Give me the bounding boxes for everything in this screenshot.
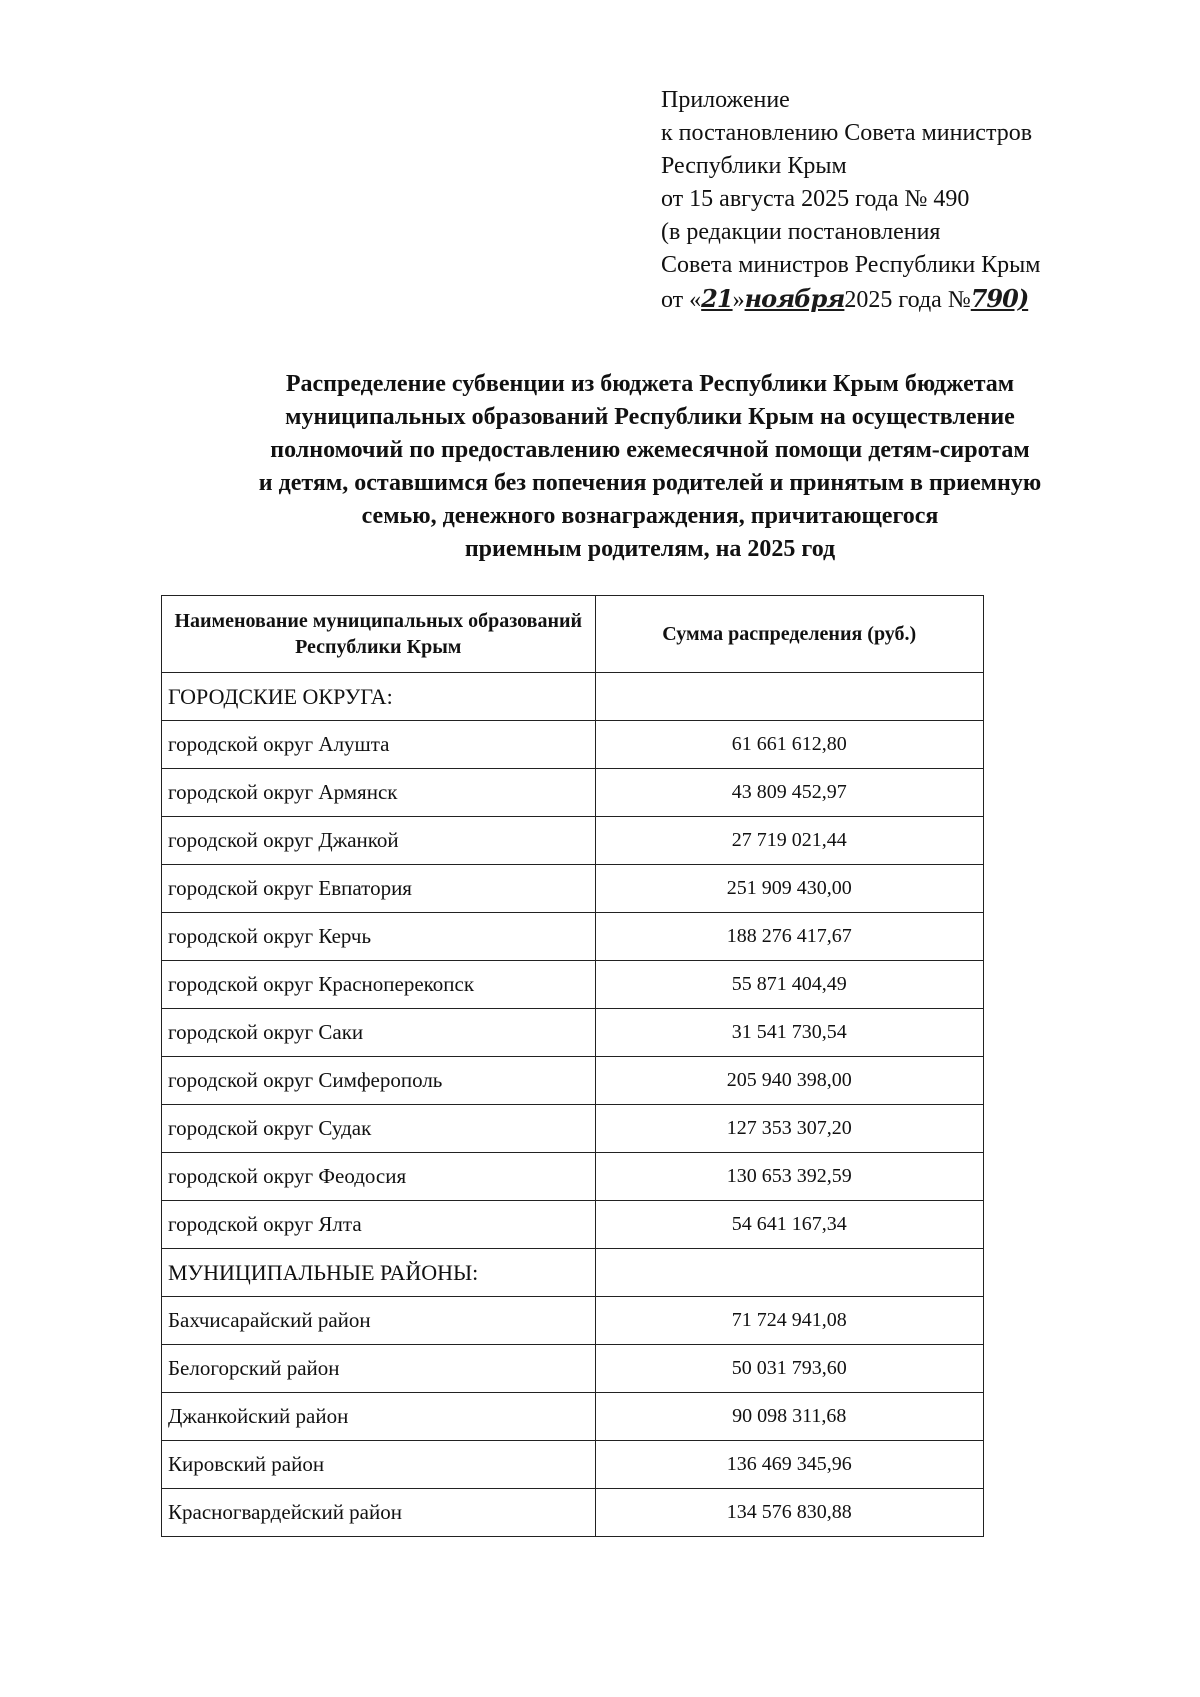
table-row — [162, 1105, 984, 1153]
header-municipality: Наименование муниципальных образований Республики Крым — [162, 596, 596, 673]
table-row — [162, 1489, 984, 1537]
row-amount: 130 653 392,59 — [595, 1153, 983, 1201]
row-name: городской округ Симферополь — [162, 1057, 596, 1105]
row-name: городской округ Евпатория — [162, 865, 596, 913]
row-name: Джанкойский район — [162, 1393, 596, 1441]
approval-line: Совета министров Республики Крым — [661, 252, 1041, 278]
amend-year: 2025 года № — [844, 287, 971, 313]
row-name: городской округ Феодосия — [162, 1153, 596, 1201]
row-name: городской округ Джанкой — [162, 817, 596, 865]
table-row — [162, 1153, 984, 1201]
table-header-row — [162, 596, 984, 673]
section-row-urban — [162, 673, 984, 721]
handwritten-day: 21 — [701, 284, 733, 313]
row-amount: 55 871 404,49 — [595, 961, 983, 1009]
table-row — [162, 1345, 984, 1393]
distribution-table — [161, 595, 984, 1537]
table-row — [162, 961, 984, 1009]
row-amount: 251 909 430,00 — [595, 865, 983, 913]
table-row — [162, 1057, 984, 1105]
row-name: Бахчисарайский район — [162, 1297, 596, 1345]
approval-block — [661, 84, 1141, 317]
row-name: городской округ Армянск — [162, 769, 596, 817]
title-line: Распределение субвенции из бюджета Республики Крым бюджетам — [285, 371, 1015, 397]
table-row — [162, 721, 984, 769]
table-row — [162, 1441, 984, 1489]
title-line: и детям, оставшимся без попечения родителей и принятым в приемную — [258, 470, 1042, 496]
approval-line: (в редакции постановления — [661, 219, 941, 245]
handwritten-number: 790) — [970, 284, 1029, 313]
table-body — [162, 673, 984, 1537]
approval-line: к постановлению Совета министров — [661, 120, 1033, 146]
row-amount: 54 641 167,34 — [595, 1201, 983, 1249]
row-amount: 50 031 793,60 — [595, 1345, 983, 1393]
title-line: муниципальных образований Республики Крым на осуществление — [285, 404, 1015, 430]
row-amount: 71 724 941,08 — [595, 1297, 983, 1345]
title-line: приемным родителям, на 2025 год — [464, 536, 836, 562]
amend-prefix: от « — [661, 287, 702, 313]
row-name: городской округ Алушта — [162, 721, 596, 769]
row-amount: 31 541 730,54 — [595, 1009, 983, 1057]
approval-line: от 15 августа 2025 года № 490 — [661, 186, 970, 212]
row-amount: 205 940 398,00 — [595, 1057, 983, 1105]
row-amount: 90 098 311,68 — [595, 1393, 983, 1441]
handwritten-month: ноября — [744, 284, 845, 313]
table-row — [162, 913, 984, 961]
row-amount: 43 809 452,97 — [595, 769, 983, 817]
document-title — [160, 368, 1140, 566]
row-name: Кировский район — [162, 1441, 596, 1489]
amend-mid: » — [732, 287, 745, 313]
title-line: семью, денежного вознаграждения, причитающегося — [361, 503, 939, 529]
section-row-districts — [162, 1249, 984, 1297]
empty-cell — [595, 673, 983, 721]
row-name: городской округ Красноперекопск — [162, 961, 596, 1009]
header-amount: Сумма распределения (руб.) — [595, 596, 983, 673]
row-amount: 134 576 830,88 — [595, 1489, 983, 1537]
row-name: городской округ Ялта — [162, 1201, 596, 1249]
approval-line: Республики Крым — [661, 153, 847, 179]
table-row — [162, 1009, 984, 1057]
section-label: МУНИЦИПАЛЬНЫЕ РАЙОНЫ: — [162, 1249, 596, 1297]
amendment-date-line — [661, 282, 1141, 317]
row-name: Красногвардейский район — [162, 1489, 596, 1537]
empty-cell — [595, 1249, 983, 1297]
row-amount: 61 661 612,80 — [595, 721, 983, 769]
section-label: ГОРОДСКИЕ ОКРУГА: — [162, 673, 596, 721]
table-row — [162, 1393, 984, 1441]
table-row — [162, 769, 984, 817]
row-amount: 127 353 307,20 — [595, 1105, 983, 1153]
row-name: городской округ Керчь — [162, 913, 596, 961]
table-row — [162, 817, 984, 865]
title-line: полномочий по предоставлению ежемесячной помощи детям-сиротам — [270, 437, 1030, 463]
row-amount: 27 719 021,44 — [595, 817, 983, 865]
table-row — [162, 865, 984, 913]
row-name: Белогорский район — [162, 1345, 596, 1393]
table-row — [162, 1297, 984, 1345]
row-amount: 136 469 345,96 — [595, 1441, 983, 1489]
row-amount: 188 276 417,67 — [595, 913, 983, 961]
table-row — [162, 1201, 984, 1249]
row-name: городской округ Судак — [162, 1105, 596, 1153]
row-name: городской округ Саки — [162, 1009, 596, 1057]
approval-line: Приложение — [661, 87, 790, 113]
